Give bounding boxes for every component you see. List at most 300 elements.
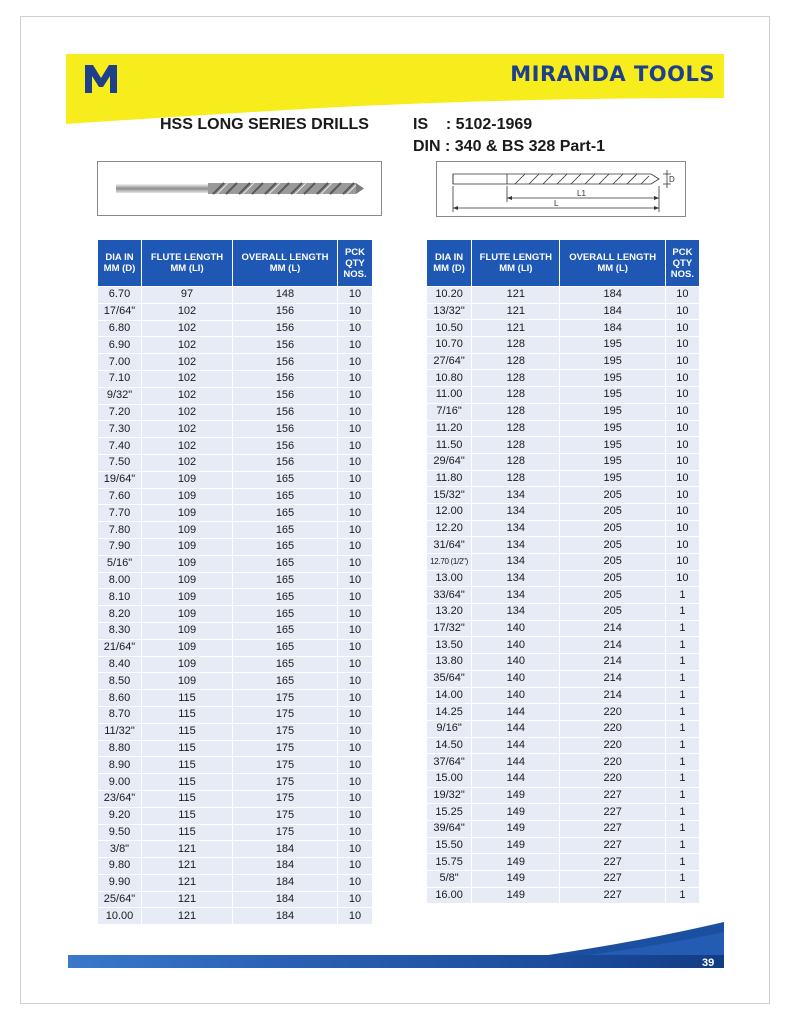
cell-dia: 19/64" (98, 472, 141, 488)
cell-flute-length: 121 (472, 320, 559, 336)
cell-pck-qty: 10 (666, 304, 699, 320)
cell-dia: 8.00 (98, 573, 141, 589)
cell-dia: 31/64" (427, 537, 471, 553)
cell-dia: 15.75 (427, 854, 471, 870)
cell-pck-qty: 10 (338, 573, 372, 589)
cell-overall-length: 156 (233, 354, 337, 370)
page-number: 39 (702, 957, 715, 969)
cell-dia: 39/64" (427, 821, 471, 837)
cell-pck-qty: 10 (338, 455, 372, 471)
cell-pck-qty: 1 (666, 721, 699, 737)
product-title: HSS LONG SERIES DRILLS (160, 116, 369, 133)
cell-dia: 12.00 (427, 504, 471, 520)
cell-pck-qty: 1 (666, 621, 699, 637)
table-row (98, 539, 372, 555)
cell-pck-qty: 10 (338, 539, 372, 555)
cell-flute-length: 115 (142, 724, 232, 740)
cell-overall-length: 214 (560, 671, 664, 687)
cell-pck-qty: 1 (666, 871, 699, 887)
cell-dia: 11/32" (98, 724, 141, 740)
table-row (427, 804, 699, 820)
cell-overall-length: 205 (560, 521, 664, 537)
table-row (98, 287, 372, 303)
drill-table-right (426, 239, 700, 904)
cell-dia: 13.80 (427, 654, 471, 670)
header-overall-length: OVERALL LENGTH MM (L) (560, 240, 664, 286)
table-header-row (98, 240, 372, 286)
cell-pck-qty: 10 (338, 388, 372, 404)
cell-flute-length: 144 (472, 721, 559, 737)
cell-overall-length: 175 (233, 690, 337, 706)
cell-flute-length: 134 (472, 504, 559, 520)
table-row (427, 287, 699, 303)
cell-flute-length: 102 (142, 304, 232, 320)
cell-dia: 8.50 (98, 673, 141, 689)
cell-pck-qty: 1 (666, 754, 699, 770)
cell-overall-length: 184 (560, 287, 664, 303)
cell-pck-qty: 10 (338, 489, 372, 505)
cell-pck-qty: 10 (338, 405, 372, 421)
cell-pck-qty: 1 (666, 888, 699, 904)
cell-dia: 13.50 (427, 637, 471, 653)
cell-dia: 9.00 (98, 774, 141, 790)
cell-flute-length: 128 (472, 471, 559, 487)
cell-dia: 9/32" (98, 388, 141, 404)
cell-overall-length: 205 (560, 571, 664, 587)
cell-pck-qty: 10 (338, 657, 372, 673)
cell-pck-qty: 10 (338, 354, 372, 370)
cell-dia: 15.25 (427, 804, 471, 820)
cell-overall-length: 195 (560, 471, 664, 487)
table-row (98, 573, 372, 589)
cell-dia: 13.20 (427, 604, 471, 620)
cell-overall-length: 184 (233, 892, 337, 908)
cell-pck-qty: 10 (338, 908, 372, 924)
table-row (98, 673, 372, 689)
cell-flute-length: 115 (142, 791, 232, 807)
cell-flute-length: 149 (472, 804, 559, 820)
brand-name: MIRANDA TOOLS (510, 62, 715, 86)
cell-flute-length: 144 (472, 771, 559, 787)
cell-flute-length: 140 (472, 621, 559, 637)
cell-pck-qty: 10 (666, 504, 699, 520)
table-row (98, 825, 372, 841)
table-row (98, 774, 372, 790)
cell-overall-length: 195 (560, 454, 664, 470)
cell-pck-qty: 10 (338, 690, 372, 706)
drill-table-left (97, 239, 373, 925)
table-row (427, 821, 699, 837)
cell-overall-length: 195 (560, 421, 664, 437)
cell-dia: 29/64" (427, 454, 471, 470)
cell-dia: 33/64" (427, 587, 471, 603)
cell-flute-length: 102 (142, 421, 232, 437)
cell-flute-length: 102 (142, 388, 232, 404)
cell-overall-length: 175 (233, 741, 337, 757)
cell-dia: 15.50 (427, 838, 471, 854)
cell-flute-length: 140 (472, 671, 559, 687)
cell-overall-length: 227 (560, 804, 664, 820)
cell-flute-length: 115 (142, 690, 232, 706)
cell-dia: 6.90 (98, 337, 141, 353)
cell-dia: 8.80 (98, 741, 141, 757)
cell-dia: 7.70 (98, 505, 141, 521)
table-row (98, 321, 372, 337)
cell-overall-length: 227 (560, 888, 664, 904)
cell-pck-qty: 10 (666, 487, 699, 503)
cell-dia: 7.30 (98, 421, 141, 437)
cell-flute-length: 134 (472, 587, 559, 603)
cell-flute-length: 102 (142, 371, 232, 387)
cell-flute-length: 109 (142, 522, 232, 538)
cell-overall-length: 184 (233, 841, 337, 857)
header-overall-length: OVERALL LENGTH MM (L) (233, 240, 337, 286)
cell-dia: 8.70 (98, 707, 141, 723)
cell-dia: 9.90 (98, 875, 141, 891)
table-row (427, 888, 699, 904)
cell-flute-length: 109 (142, 472, 232, 488)
cell-dia: 10.50 (427, 320, 471, 336)
table-row (98, 741, 372, 757)
cell-pck-qty: 10 (338, 522, 372, 538)
cell-pck-qty: 10 (338, 505, 372, 521)
cell-dia: 7.80 (98, 522, 141, 538)
cell-pck-qty: 10 (338, 556, 372, 572)
cell-overall-length: 175 (233, 774, 337, 790)
cell-pck-qty: 10 (338, 321, 372, 337)
cell-pck-qty: 10 (666, 454, 699, 470)
cell-overall-length: 195 (560, 337, 664, 353)
cell-dia: 19/32" (427, 788, 471, 804)
cell-overall-length: 184 (233, 908, 337, 924)
cell-flute-length: 134 (472, 487, 559, 503)
table-row (427, 304, 699, 320)
cell-dia: 25/64" (98, 892, 141, 908)
cell-overall-length: 184 (233, 858, 337, 874)
cell-overall-length: 156 (233, 371, 337, 387)
cell-overall-length: 156 (233, 421, 337, 437)
cell-overall-length: 175 (233, 825, 337, 841)
cell-pck-qty: 10 (666, 370, 699, 386)
cell-pck-qty: 10 (666, 521, 699, 537)
cell-flute-length: 102 (142, 405, 232, 421)
cell-dia: 27/64" (427, 354, 471, 370)
table-row (98, 707, 372, 723)
cell-dia: 12.20 (427, 521, 471, 537)
table-row (427, 320, 699, 336)
cell-pck-qty: 1 (666, 804, 699, 820)
cell-flute-length: 109 (142, 556, 232, 572)
cell-pck-qty: 10 (338, 707, 372, 723)
cell-overall-length: 205 (560, 587, 664, 603)
cell-pck-qty: 10 (338, 673, 372, 689)
table-row (427, 604, 699, 620)
cell-pck-qty: 1 (666, 854, 699, 870)
cell-flute-length: 140 (472, 654, 559, 670)
cell-overall-length: 165 (233, 673, 337, 689)
table-row (98, 455, 372, 471)
table-row (427, 487, 699, 503)
table-row (427, 554, 699, 570)
cell-flute-length: 115 (142, 757, 232, 773)
table-row (98, 337, 372, 353)
table-row (427, 571, 699, 587)
table-row (427, 354, 699, 370)
table-row (427, 637, 699, 653)
cell-pck-qty: 10 (338, 623, 372, 639)
cell-dia: 8.30 (98, 623, 141, 639)
cell-pck-qty: 10 (666, 571, 699, 587)
cell-overall-length: 156 (233, 337, 337, 353)
diagram-label-l: L (554, 199, 559, 208)
cell-dia: 7.20 (98, 405, 141, 421)
table-row (427, 421, 699, 437)
table-row (98, 892, 372, 908)
cell-overall-length: 227 (560, 821, 664, 837)
cell-overall-length: 184 (560, 320, 664, 336)
cell-overall-length: 175 (233, 791, 337, 807)
table-row (98, 606, 372, 622)
table-row (98, 438, 372, 454)
table-row (427, 871, 699, 887)
cell-pck-qty: 10 (338, 724, 372, 740)
cell-flute-length: 109 (142, 489, 232, 505)
cell-pck-qty: 10 (338, 741, 372, 757)
cell-pck-qty: 10 (338, 371, 372, 387)
cell-dia: 13.00 (427, 571, 471, 587)
table-row (427, 387, 699, 403)
cell-flute-length: 109 (142, 539, 232, 555)
cell-flute-length: 109 (142, 657, 232, 673)
table-row (427, 454, 699, 470)
cell-pck-qty: 10 (666, 554, 699, 570)
table-row (427, 771, 699, 787)
cell-dia: 11.80 (427, 471, 471, 487)
cell-overall-length: 165 (233, 556, 337, 572)
diagram-label-d: D (669, 175, 675, 184)
cell-flute-length: 140 (472, 688, 559, 704)
cell-dia: 15.00 (427, 771, 471, 787)
table-row (427, 621, 699, 637)
cell-overall-length: 195 (560, 404, 664, 420)
standard-din: DIN : 340 & BS 328 Part-1 (413, 138, 606, 155)
table-row (98, 808, 372, 824)
cell-dia: 7.60 (98, 489, 141, 505)
cell-dia: 13/32" (427, 304, 471, 320)
table-row (427, 370, 699, 386)
miranda-logo-icon (83, 62, 119, 94)
drill-dimension-diagram (436, 161, 686, 217)
cell-pck-qty: 10 (338, 472, 372, 488)
cell-flute-length: 121 (142, 858, 232, 874)
cell-overall-length: 205 (560, 604, 664, 620)
cell-dia: 6.70 (98, 287, 141, 303)
table-row (427, 721, 699, 737)
cell-pck-qty: 10 (666, 320, 699, 336)
table-row (427, 854, 699, 870)
table-row (98, 505, 372, 521)
table-row (427, 337, 699, 353)
drill-bit-image (98, 162, 381, 215)
cell-overall-length: 165 (233, 640, 337, 656)
cell-flute-length: 115 (142, 808, 232, 824)
table-row (427, 504, 699, 520)
cell-flute-length: 128 (472, 354, 559, 370)
cell-pck-qty: 10 (338, 841, 372, 857)
table-row (427, 838, 699, 854)
cell-dia: 14.50 (427, 738, 471, 754)
table-row (427, 788, 699, 804)
cell-overall-length: 195 (560, 387, 664, 403)
table-row (98, 875, 372, 891)
cell-flute-length: 121 (472, 287, 559, 303)
cell-dia: 9/16" (427, 721, 471, 737)
cell-flute-length: 102 (142, 321, 232, 337)
header-dia: DIA IN MM (D) (427, 240, 471, 286)
cell-flute-length: 115 (142, 707, 232, 723)
cell-flute-length: 128 (472, 404, 559, 420)
cell-pck-qty: 10 (338, 606, 372, 622)
cell-pck-qty: 1 (666, 838, 699, 854)
cell-flute-length: 140 (472, 637, 559, 653)
cell-pck-qty: 10 (338, 337, 372, 353)
cell-dia: 7/16" (427, 404, 471, 420)
cell-overall-length: 205 (560, 537, 664, 553)
cell-pck-qty: 10 (338, 875, 372, 891)
cell-flute-length: 134 (472, 521, 559, 537)
cell-pck-qty: 10 (666, 387, 699, 403)
cell-flute-length: 134 (472, 554, 559, 570)
cell-pck-qty: 10 (338, 640, 372, 656)
cell-pck-qty: 10 (666, 421, 699, 437)
cell-overall-length: 220 (560, 704, 664, 720)
cell-flute-length: 109 (142, 606, 232, 622)
table-row (98, 556, 372, 572)
cell-pck-qty: 1 (666, 637, 699, 653)
cell-pck-qty: 10 (338, 808, 372, 824)
cell-flute-length: 144 (472, 738, 559, 754)
cell-dia: 23/64" (98, 791, 141, 807)
table-row (427, 537, 699, 553)
cell-overall-length: 165 (233, 489, 337, 505)
cell-flute-length: 115 (142, 825, 232, 841)
table-row (98, 354, 372, 370)
cell-dia: 11.50 (427, 437, 471, 453)
diagram-label-l1: L1 (577, 189, 586, 198)
cell-flute-length: 128 (472, 454, 559, 470)
table-row (98, 657, 372, 673)
cell-flute-length: 134 (472, 537, 559, 553)
cell-dia: 10.80 (427, 370, 471, 386)
cell-overall-length: 165 (233, 539, 337, 555)
cell-dia: 14.25 (427, 704, 471, 720)
table-row (98, 841, 372, 857)
bottom-bar (68, 922, 724, 970)
table-row (98, 791, 372, 807)
table-row (427, 688, 699, 704)
table-row (98, 858, 372, 874)
cell-dia: 8.90 (98, 757, 141, 773)
cell-overall-length: 220 (560, 754, 664, 770)
cell-flute-length: 102 (142, 354, 232, 370)
cell-flute-length: 102 (142, 455, 232, 471)
cell-pck-qty: 10 (666, 471, 699, 487)
cell-overall-length: 165 (233, 522, 337, 538)
table-row (427, 738, 699, 754)
cell-pck-qty: 10 (338, 589, 372, 605)
cell-pck-qty: 1 (666, 738, 699, 754)
cell-flute-length: 115 (142, 774, 232, 790)
cell-overall-length: 175 (233, 808, 337, 824)
drill-photo (97, 161, 382, 216)
cell-overall-length: 195 (560, 437, 664, 453)
cell-dia: 3/8" (98, 841, 141, 857)
cell-pck-qty: 10 (338, 287, 372, 303)
cell-pck-qty: 1 (666, 788, 699, 804)
cell-overall-length: 156 (233, 321, 337, 337)
cell-pck-qty: 1 (666, 587, 699, 603)
header-dia: DIA IN MM (D) (98, 240, 141, 286)
cell-flute-length: 149 (472, 838, 559, 854)
cell-flute-length: 109 (142, 623, 232, 639)
cell-overall-length: 214 (560, 637, 664, 653)
table-row (98, 405, 372, 421)
cell-pck-qty: 10 (338, 438, 372, 454)
cell-flute-length: 121 (142, 908, 232, 924)
cell-overall-length: 165 (233, 606, 337, 622)
header-flute-length: FLUTE LENGTH MM (LI) (142, 240, 232, 286)
cell-dia: 17/64" (98, 304, 141, 320)
cell-dia: 6.80 (98, 321, 141, 337)
cell-dia: 21/64" (98, 640, 141, 656)
cell-flute-length: 149 (472, 871, 559, 887)
cell-flute-length: 144 (472, 754, 559, 770)
cell-flute-length: 149 (472, 888, 559, 904)
table-row (427, 521, 699, 537)
cell-flute-length: 109 (142, 673, 232, 689)
cell-dia: 10.00 (98, 908, 141, 924)
cell-dia: 9.20 (98, 808, 141, 824)
cell-pck-qty: 10 (338, 774, 372, 790)
cell-flute-length: 121 (142, 875, 232, 891)
table-row (98, 388, 372, 404)
cell-pck-qty: 1 (666, 688, 699, 704)
table-row (98, 489, 372, 505)
header-pck-qty: PCK QTY NOS. (666, 240, 699, 286)
cell-overall-length: 175 (233, 707, 337, 723)
cell-overall-length: 165 (233, 472, 337, 488)
cell-overall-length: 220 (560, 771, 664, 787)
cell-dia: 17/32" (427, 621, 471, 637)
cell-pck-qty: 10 (338, 421, 372, 437)
cell-overall-length: 227 (560, 871, 664, 887)
cell-dia: 7.00 (98, 354, 141, 370)
cell-overall-length: 156 (233, 455, 337, 471)
cell-flute-length: 102 (142, 438, 232, 454)
cell-dia: 37/64" (427, 754, 471, 770)
cell-overall-length: 156 (233, 304, 337, 320)
cell-overall-length: 220 (560, 738, 664, 754)
cell-flute-length: 149 (472, 821, 559, 837)
cell-overall-length: 175 (233, 724, 337, 740)
cell-overall-length: 156 (233, 438, 337, 454)
table-row (427, 404, 699, 420)
cell-flute-length: 121 (142, 892, 232, 908)
cell-flute-length: 128 (472, 421, 559, 437)
cell-overall-length: 165 (233, 657, 337, 673)
cell-flute-length: 109 (142, 640, 232, 656)
table-row (98, 757, 372, 773)
